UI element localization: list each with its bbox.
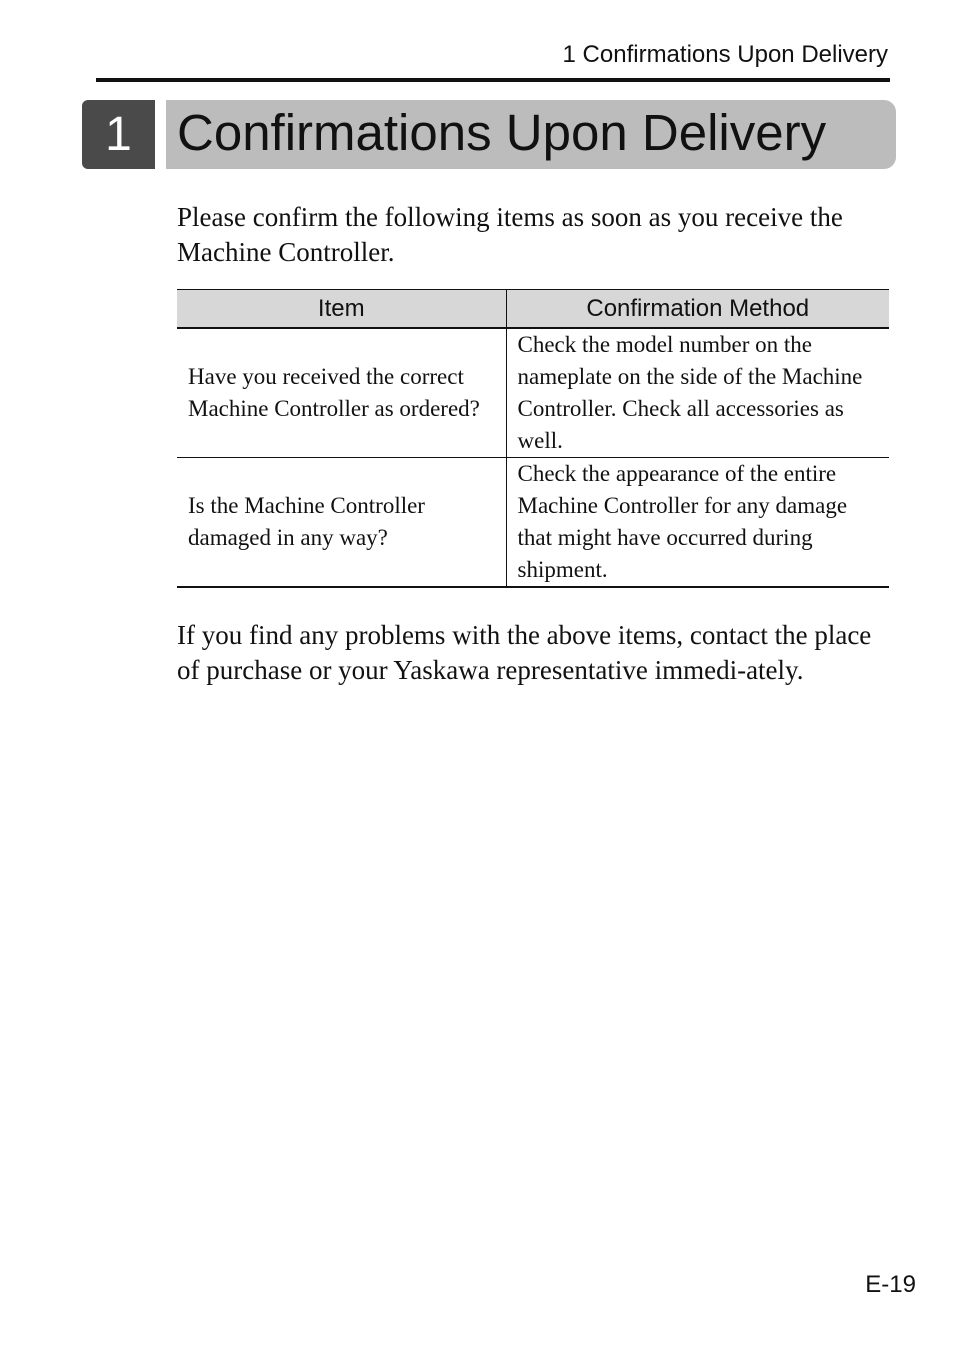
table-cell-method: Check the model number on the nameplate on the side of the Machine Controller. Check all accessories as well. xyxy=(506,328,889,458)
column-header-confirmation-method: Confirmation Method xyxy=(506,290,889,329)
page-number: E-19 xyxy=(865,1271,916,1298)
table-header-row xyxy=(177,290,889,329)
running-header: 1 Confirmations Upon Delivery xyxy=(562,41,888,68)
table-row xyxy=(177,458,889,588)
intro-paragraph: Please confirm the following items as soon as you receive the Machine Controller. xyxy=(177,202,843,267)
table-row xyxy=(177,328,889,458)
confirmation-table xyxy=(177,289,889,588)
chapter-title: Confirmations Upon Delivery xyxy=(177,104,827,161)
header-rule xyxy=(96,78,890,82)
table-cell-item: Is the Machine Controller damaged in any way? xyxy=(177,458,506,588)
column-header-item: Item xyxy=(177,290,506,329)
chapter-number: 1 xyxy=(82,100,155,169)
closing-paragraph: If you find any problems with the above items, contact the place of purchase or your Yaskawa representative immedi-ately. xyxy=(177,620,872,685)
chapter-title-bar xyxy=(166,100,896,169)
table-cell-item: Have you received the correct Machine Controller as ordered? xyxy=(177,328,506,458)
table-cell-method: Check the appearance of the entire Machine Controller for any damage that might have occurred during shipment. xyxy=(506,458,889,588)
